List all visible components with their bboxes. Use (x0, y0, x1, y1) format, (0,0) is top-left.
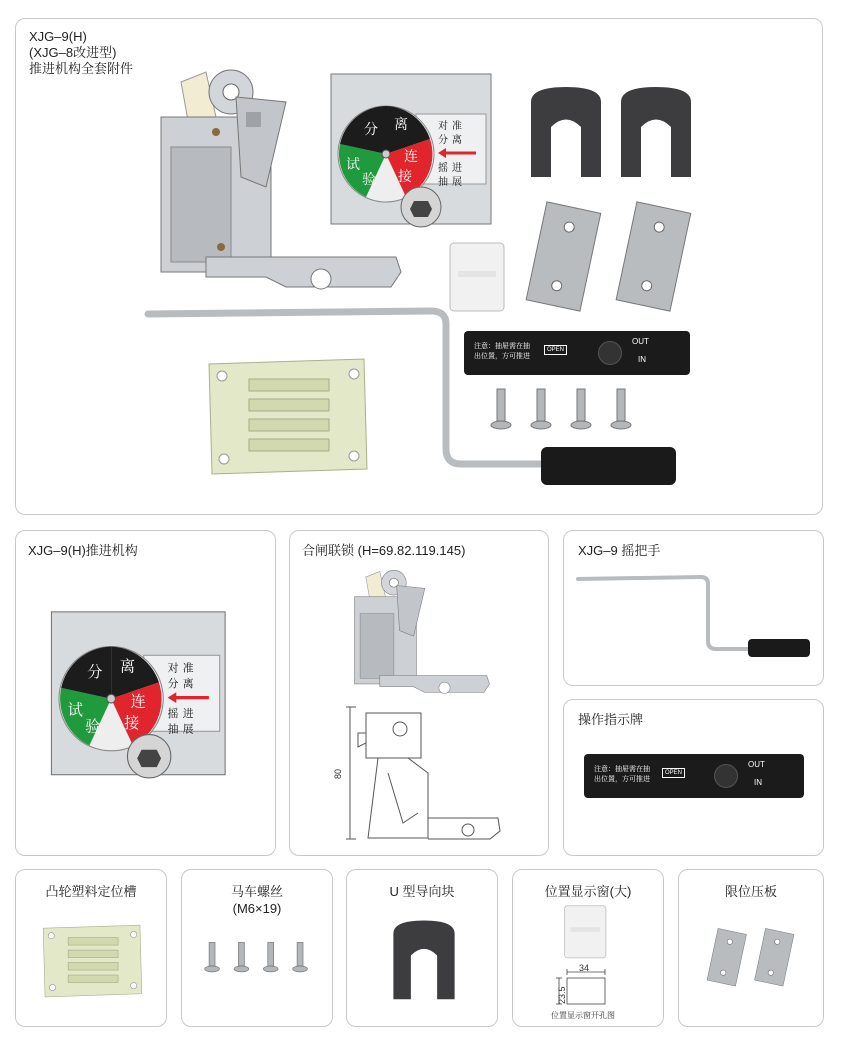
push-mechanism-image (326, 69, 501, 234)
side-text-dui: 对 (438, 121, 448, 132)
cam-slot-photo (40, 922, 145, 1000)
side2-text-li: 离 (182, 677, 194, 690)
screw-panel (181, 869, 333, 1027)
dial-text-lian: 连 (404, 148, 418, 164)
crank-handle-title: XJG–9 摇把手 (578, 543, 661, 558)
interlock-line-drawing (328, 703, 508, 843)
position-window-title: 位置显示窗(大) (544, 884, 632, 899)
plate2-knob (714, 764, 738, 788)
side-text-fen: 分 (438, 135, 448, 146)
plate-note-line2: 出位置，方可推进 (474, 352, 530, 360)
dial2-text-li: 离 (119, 658, 136, 676)
window-cutout-drawing (549, 963, 639, 1022)
side-text-zhan: 展 (452, 177, 462, 188)
interlock-title: 合闸联锁 (H=69.82.119.145) (302, 543, 466, 558)
dial2-text-fen: 分 (87, 664, 103, 681)
plate-in-label: IN (638, 355, 646, 364)
crank-handle-photo (576, 571, 816, 666)
interlock-panel (289, 530, 549, 856)
plate2-in-label: IN (754, 778, 762, 787)
push-mechanism-photo (46, 606, 236, 786)
plate-note-line1: 注意：抽屉需在抽 (474, 342, 530, 350)
u-guide-panel (346, 869, 498, 1027)
dial-text-yan: 验 (362, 171, 376, 187)
crank-handle-panel (563, 530, 824, 686)
limit-plate-panel (678, 869, 824, 1027)
indicator-sign-panel (563, 699, 824, 856)
window-cutout-caption: 位置显示窗开孔图 (551, 1011, 615, 1020)
plate2-open-label: OPEN (662, 768, 685, 778)
dial-text-jie: 接 (398, 168, 412, 184)
plate2-note-line2: 出位置，方可推进 (594, 775, 650, 783)
main-title-line2: (XJG–8改进型) (29, 45, 117, 60)
dial2-text-yan: 验 (85, 718, 101, 736)
main-accessory-panel (15, 18, 823, 515)
side2-text-zhan: 展 (182, 723, 194, 736)
indicator-sign-title: 操作指示牌 (578, 712, 644, 727)
dial-text-fen: 分 (364, 121, 378, 137)
dial-text-ce: 试 (346, 156, 360, 172)
plate-open-label: OPEN (544, 345, 567, 355)
plate2-note-line1: 注意：抽屉需在抽 (594, 765, 650, 773)
side2-text-fen: 分 (167, 677, 179, 690)
main-title-line1: XJG–9(H) (29, 29, 87, 44)
dial2-text-jie: 接 (124, 715, 140, 733)
limit-plates-image (526, 201, 706, 311)
main-title-line3: 推进机构全套附件 (29, 61, 134, 76)
interlock-height-dim: 80 (333, 768, 343, 779)
side2-text-chou: 抽 (167, 723, 179, 736)
plate2-out-label: OUT (748, 760, 765, 769)
screw-title-line1: 马车螺丝 (230, 884, 283, 899)
position-window-photo (563, 904, 609, 962)
position-window-panel (512, 869, 664, 1027)
plate-out-label: OUT (632, 337, 649, 346)
cam-slot-image (204, 354, 372, 479)
side-text-zhun: 准 (452, 121, 462, 132)
indicator-plate-small (584, 754, 804, 798)
dial-text-li: 离 (394, 116, 408, 132)
side-text-chou: 抽 (438, 177, 448, 188)
push-mechanism-title: XJG–9(H)推进机构 (28, 543, 138, 558)
window-width-dim: 34 (579, 963, 590, 973)
screw-title-line2: (M6×19) (232, 901, 282, 916)
dial2-text-lian: 连 (130, 693, 146, 711)
push-mechanism-panel (15, 530, 276, 856)
dial2-text-ce: 试 (67, 702, 83, 719)
cam-slot-panel (15, 869, 167, 1027)
u-guide-blocks-image (526, 87, 706, 187)
limit-plate-photo (707, 922, 802, 992)
u-guide-title: U 型导向块 (389, 884, 455, 899)
interlock-photo (342, 563, 502, 698)
side2-text-dui: 对 (167, 662, 179, 675)
screws-photo (204, 938, 314, 980)
cam-slot-title: 凸轮塑料定位槽 (45, 884, 137, 899)
u-guide-photo (389, 917, 459, 1007)
side-text-li: 离 (452, 135, 462, 146)
side2-text-yao: 摇 (167, 708, 179, 721)
limit-plate-title: 限位压板 (724, 884, 777, 899)
side2-text-zhun: 准 (182, 662, 194, 675)
side2-text-jin: 进 (182, 708, 194, 721)
side-text-jin: 进 (452, 163, 462, 174)
window-height-dim: 23.5 (557, 986, 567, 1004)
side-text-yao: 摇 (438, 163, 448, 174)
